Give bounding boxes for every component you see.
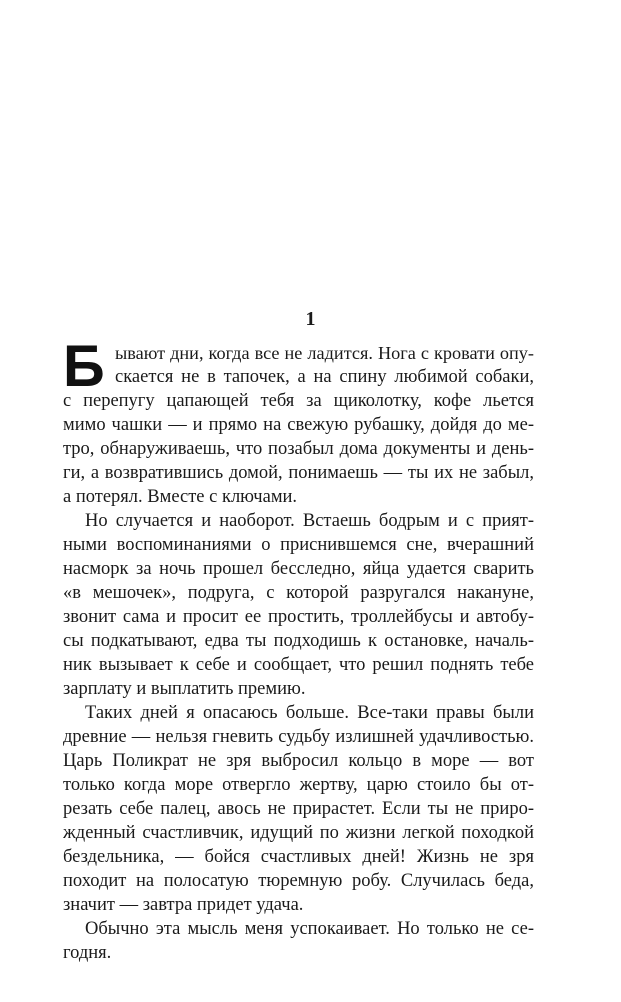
- text-line: походит на полосатую тюремную робу. Случилась беда,: [63, 871, 534, 891]
- text-line: Таких дней я опасаюсь больше. Все-таки правы были: [85, 703, 534, 723]
- text-line: Но случается и наоборот. Встаешь бодрым и с прият-: [85, 511, 534, 531]
- chapter-number: 1: [305, 308, 316, 330]
- paragraph: [63, 509, 534, 701]
- text-line: Обычно эта мысль меня успокаивает. Но только не се-: [85, 919, 534, 939]
- text-line: жденный счастливчик, идущий по жизни легкой походкой: [63, 823, 534, 843]
- text-line: ник вызывает к себе и сообщает, что решил поднять тебе: [63, 655, 534, 675]
- text-line: с перепугу цапающей тебя за щиколотку, кофе льется: [63, 391, 534, 411]
- text-line: бездельника, — бойся счастливых дней! Жизнь не зря: [63, 847, 534, 867]
- text-line: скается не в тапочек, а на спину любимой собаки,: [115, 367, 534, 387]
- text-line: а потерял. Вместе с ключами.: [63, 487, 298, 507]
- text-line: ги, а возвратившись домой, понимаешь — ты их не забыл,: [63, 463, 534, 483]
- text-line: мимо чашки — и прямо на свежую рубашку, дойдя до ме-: [63, 415, 534, 435]
- drop-cap: Б: [63, 334, 105, 399]
- text-line: значит — завтра придет удача.: [63, 895, 304, 915]
- text-line: «в мешочек», подруга, с которой разругался накануне,: [63, 583, 534, 603]
- text-line: тро, обнаруживаешь, что позабыл дома документы и день-: [63, 439, 534, 459]
- text-line: сы подкатывают, едва ты подходишь к остановке, началь-: [63, 631, 534, 651]
- text-line: ывают дни, когда все не ладится. Нога с кровати опу-: [115, 343, 534, 363]
- paragraph: [63, 334, 534, 509]
- paragraph: [63, 917, 534, 965]
- text-line: древние — нельзя гневить судьбу излишней удачливостью.: [63, 727, 534, 747]
- text-line: резать себе палец, авось не прирастет. Если ты не приро-: [63, 799, 534, 819]
- body-text: [63, 334, 534, 965]
- text-line: только когда море отвергло жертву, царю стоило бы от-: [63, 775, 534, 795]
- text-line: насморк за ночь прошел бесследно, яйца удается сварить: [63, 559, 534, 579]
- text-line: ными воспоминаниями о приснившемся сне, вчерашний: [63, 535, 534, 555]
- paragraph: [63, 701, 534, 917]
- text-line: Царь Поликрат не зря выбросил кольцо в море — вот: [63, 751, 534, 771]
- text-line: звонит сама и просит ее простить, троллейбусы и автобу-: [63, 607, 534, 627]
- text-line: годня.: [63, 943, 112, 963]
- text-line: зарплату и выплатить премию.: [63, 679, 306, 699]
